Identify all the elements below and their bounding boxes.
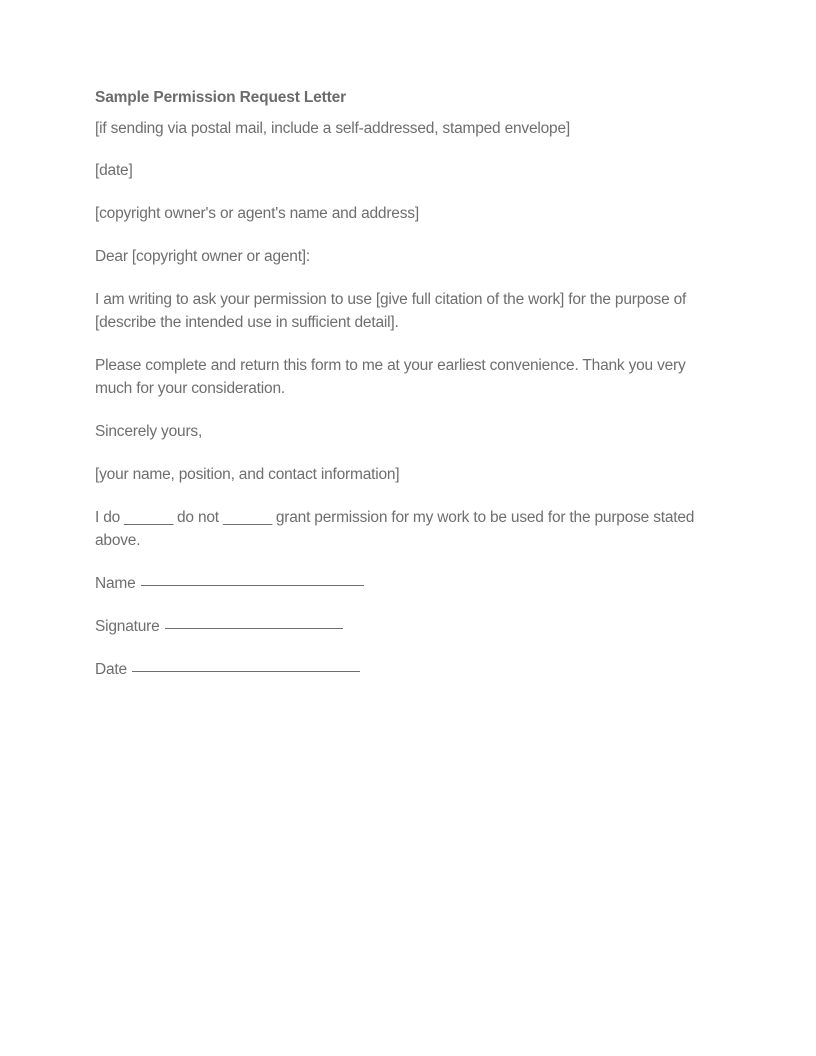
salutation: Dear [copyright owner or agent]: [95, 248, 311, 265]
recipient-address-placeholder: [copyright owner's or agent's name and address] [95, 205, 419, 222]
sign-off: Sincerely yours, [95, 423, 203, 440]
name-field-input[interactable] [141, 585, 364, 586]
name-field-row [95, 572, 715, 595]
permission-grant-statement [95, 506, 715, 552]
name-field-label: Name [95, 575, 136, 592]
postal-mail-note: [if sending via postal mail, include a self-addressed, stamped envelope] [95, 120, 570, 137]
signature-field-input[interactable] [165, 628, 343, 629]
date-placeholder: [date] [95, 162, 133, 179]
document-body [95, 88, 715, 701]
signature-field-label: Signature [95, 618, 160, 635]
date-field-row [95, 658, 715, 681]
grant-permission-blank[interactable]: ______ [124, 509, 173, 526]
date-field-label: Date [95, 661, 127, 678]
sender-information-placeholder: [your name, position, and contact information] [95, 466, 400, 483]
page-title: Sample Permission Request Letter [95, 89, 347, 106]
grant-statement-part-2: do not [172, 509, 224, 526]
signature-field-row [95, 615, 715, 638]
date-field-input[interactable] [132, 671, 360, 672]
request-body-paragraph: I am writing to ask your permission to use [give full citation of the work] for the purpose of [describe the intended use in sufficient detail]. [95, 291, 687, 331]
deny-permission-blank[interactable]: ______ [223, 509, 272, 526]
grant-statement-part-3: grant permission for my work to be used for the purpose stated above. [95, 509, 695, 549]
closing-request-paragraph: Please complete and return this form to me at your earliest convenience. Thank you very much for your consideration. [95, 357, 686, 397]
grant-statement-part-1: I do [95, 509, 125, 526]
